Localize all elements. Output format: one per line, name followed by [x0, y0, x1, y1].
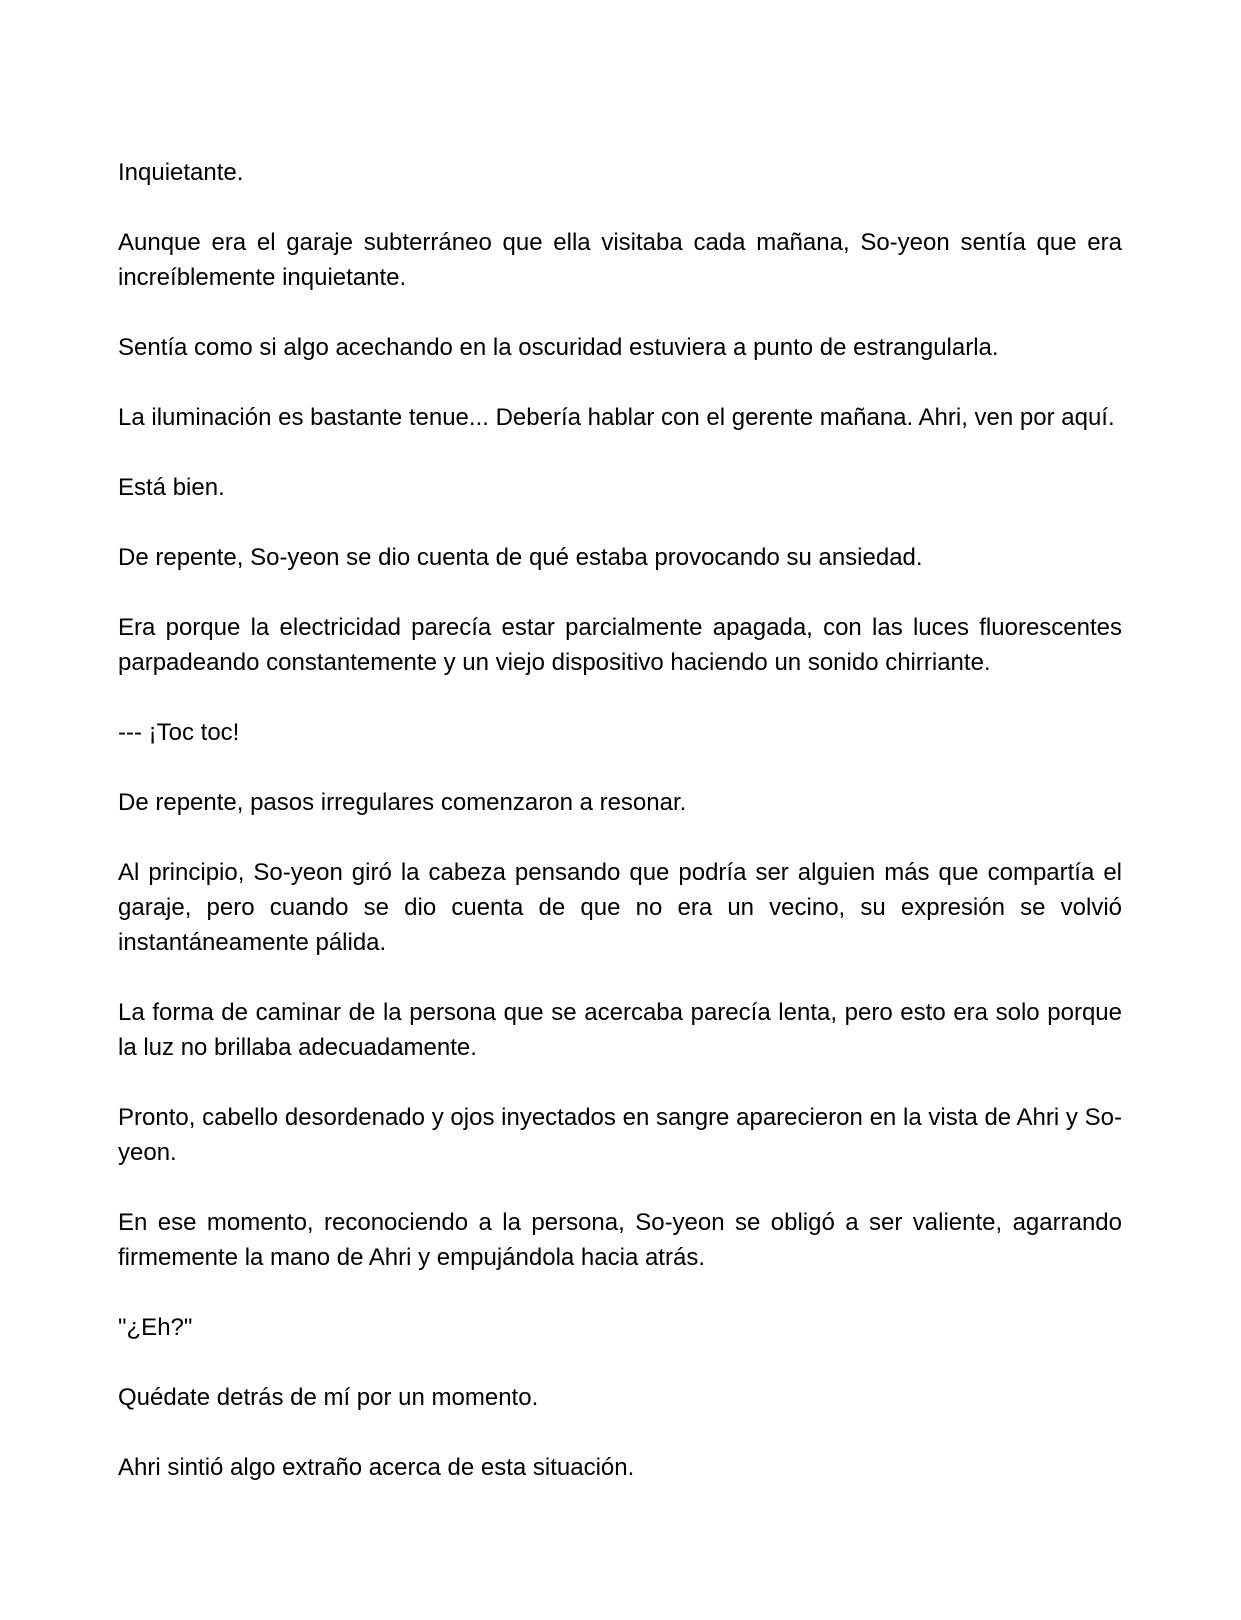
paragraph-6: De repente, So-yeon se dio cuenta de qué estaba provocando su ansiedad. — [118, 544, 923, 571]
paragraph-7: Era porque la electricidad parecía estar parcialmente apagada, con las luces fluorescentes parpadeando constantemente y un viejo dispositivo haciendo un sonido chirriante. — [118, 614, 1122, 676]
paragraph-5: Está bien. — [118, 474, 225, 501]
paragraph-15: Quédate detrás de mí por un momento. — [118, 1384, 539, 1411]
paragraph-9: De repente, pasos irregulares comenzaron a resonar. — [118, 789, 687, 816]
paragraph-4: La iluminación es bastante tenue... Debería hablar con el gerente mañana. Ahri, ven por aquí. — [118, 404, 1115, 431]
paragraph-10: Al principio, So-yeon giró la cabeza pensando que podría ser alguien más que compartía el garaje, pero cuando se dio cuenta de que no era un vecino, su expresión se volvió instantáneamente pálida. — [118, 859, 1122, 956]
paragraph-14: "¿Eh?" — [118, 1314, 193, 1341]
paragraph-16: Ahri sintió algo extraño acerca de esta situación. — [118, 1454, 635, 1481]
paragraph-11: La forma de caminar de la persona que se acercaba parecía lenta, pero esto era solo porque la luz no brillaba adecuadamente. — [118, 999, 1122, 1061]
document-body — [118, 155, 1122, 1485]
paragraph-2: Aunque era el garaje subterráneo que ella visitaba cada mañana, So-yeon sentía que era increíblemente inquietante. — [118, 229, 1122, 291]
paragraph-12: Pronto, cabello desordenado y ojos inyectados en sangre aparecieron en la vista de Ahri y So-yeon. — [118, 1104, 1122, 1166]
paragraph-1: Inquietante. — [118, 159, 244, 186]
paragraph-3: Sentía como si algo acechando en la oscuridad estuviera a punto de estrangularla. — [118, 334, 999, 361]
paragraph-8: --- ¡Toc toc! — [118, 719, 240, 746]
paragraph-13: En ese momento, reconociendo a la persona, So-yeon se obligó a ser valiente, agarrando firmemente la mano de Ahri y empujándola hacia atrás. — [118, 1209, 1122, 1271]
